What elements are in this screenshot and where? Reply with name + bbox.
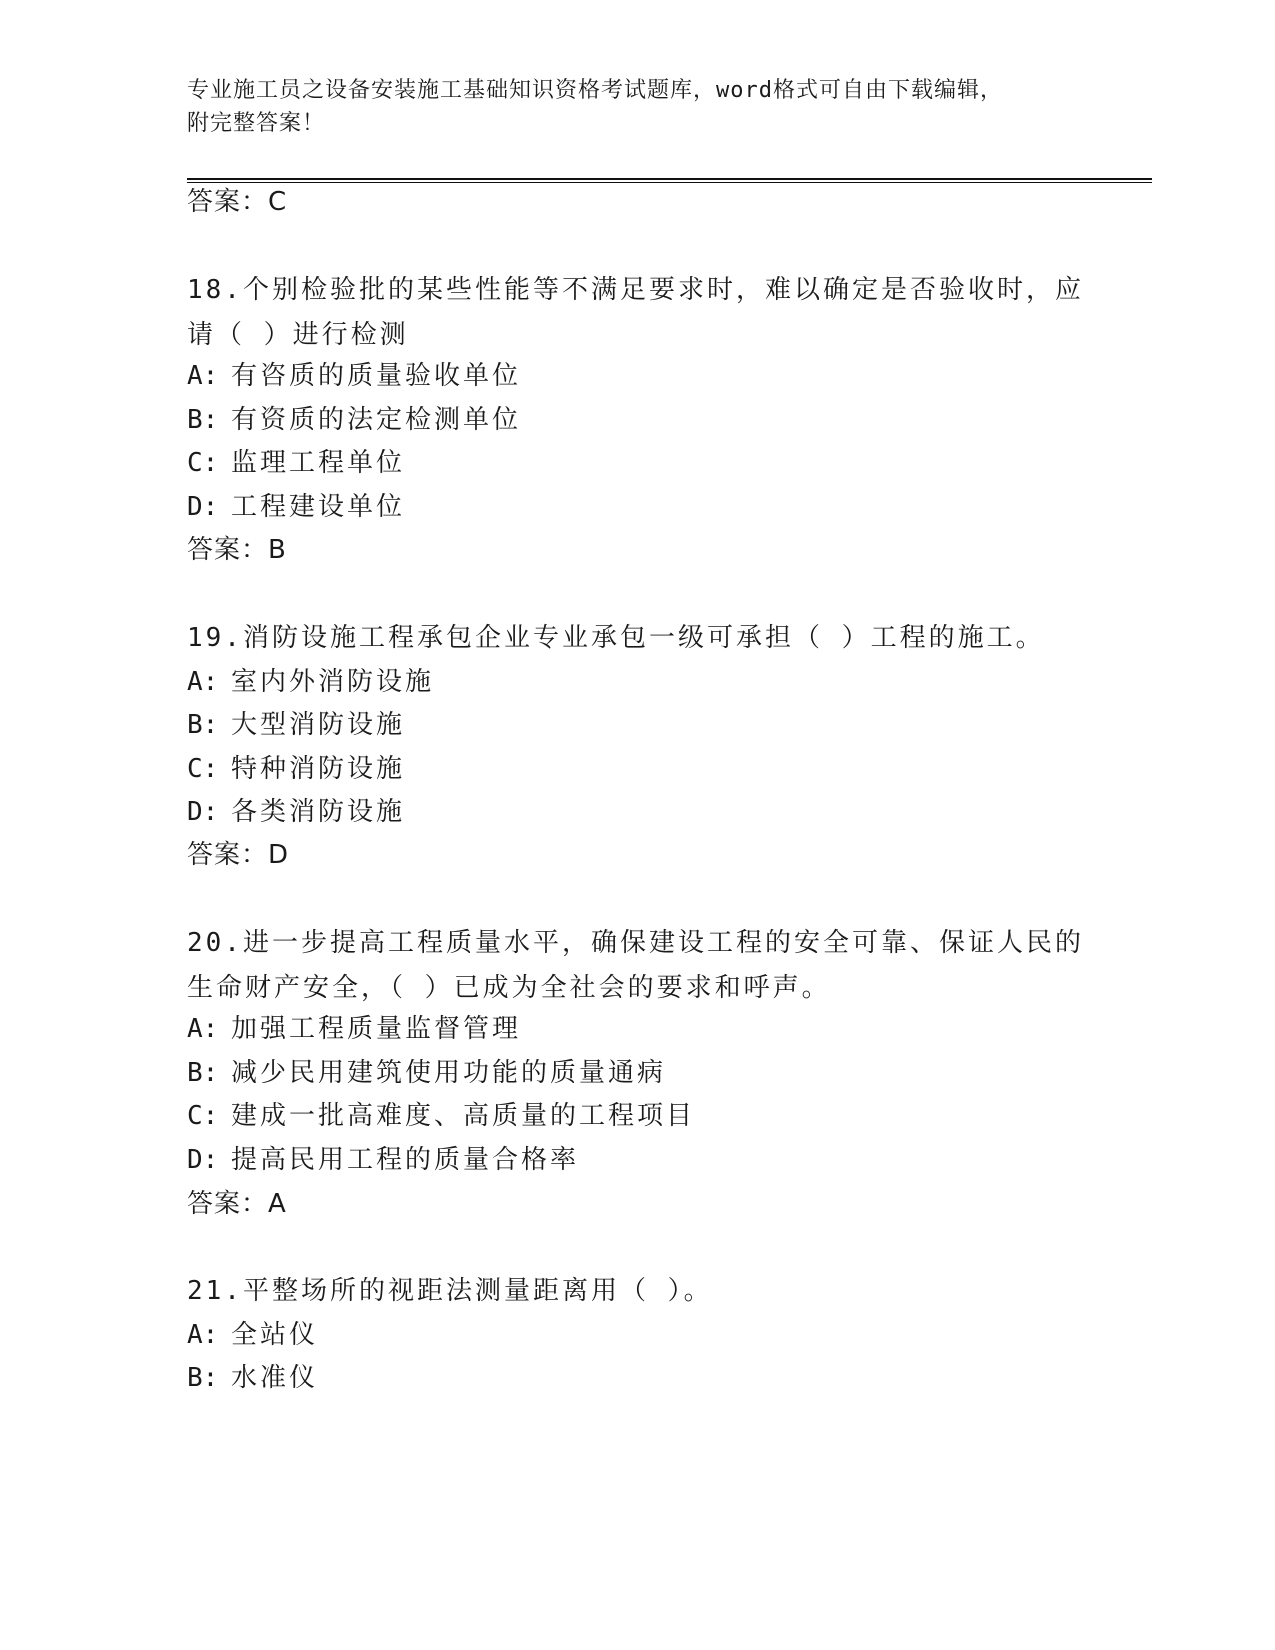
option-text: 提高民用工程的质量合格率	[231, 1145, 580, 1175]
option-text: 监理工程单位	[231, 448, 406, 478]
document-header	[187, 74, 1087, 140]
header-line-2: 附完整答案！	[187, 111, 326, 136]
option-letter: B:	[187, 1058, 219, 1088]
question-18	[187, 268, 1087, 358]
question-18-option-b	[187, 404, 521, 436]
question-20	[187, 921, 1087, 1011]
question-19-option-c	[187, 753, 405, 785]
question-19-option-a	[187, 666, 434, 698]
option-letter: C:	[187, 754, 219, 784]
question-21-option-b	[187, 1362, 318, 1394]
option-letter: B:	[187, 405, 219, 435]
header-divider	[187, 178, 1152, 180]
option-text: 建成一批高难度、高质量的工程项目	[231, 1101, 696, 1131]
option-text: 全站仪	[231, 1320, 319, 1350]
header-line-1: 专业施工员之设备安装施工基础知识资格考试题库，word格式可自由下载编辑，	[187, 78, 1003, 103]
question-18-line-1: 18.个别检验批的某些性能等不满足要求时，难以确定是否验收时，应	[187, 275, 1084, 305]
option-text: 加强工程质量监督管理	[231, 1014, 522, 1044]
header-divider-thin	[187, 182, 1152, 183]
question-19-option-b	[187, 709, 405, 741]
answer-prev: 答案：C	[187, 187, 288, 217]
option-text: 特种消防设施	[231, 754, 406, 784]
question-19-option-d	[187, 796, 405, 828]
question-20-answer: 答案：A	[187, 1189, 287, 1219]
option-letter: A:	[187, 361, 219, 391]
option-text: 工程建设单位	[231, 492, 406, 522]
question-20-option-b	[187, 1057, 666, 1089]
question-20-option-c	[187, 1100, 695, 1132]
question-18-option-a	[187, 360, 521, 392]
question-21-line-1: 21.平整场所的视距法测量距离用（ ）。	[187, 1276, 713, 1306]
option-letter: A:	[187, 667, 219, 697]
question-19-answer: 答案：D	[187, 840, 290, 870]
question-18-option-d	[187, 491, 405, 523]
option-letter: A:	[187, 1014, 219, 1044]
question-18-option-c	[187, 447, 405, 479]
option-letter: D:	[187, 492, 219, 522]
option-letter: C:	[187, 448, 219, 478]
option-text: 有咨质的质量验收单位	[231, 361, 522, 391]
option-text: 水准仪	[231, 1363, 319, 1393]
option-text: 各类消防设施	[231, 797, 406, 827]
option-letter: D:	[187, 797, 219, 827]
question-18-line-2: 请（ ）进行检测	[187, 320, 409, 350]
question-20-option-a	[187, 1013, 521, 1045]
option-text: 有资质的法定检测单位	[231, 405, 522, 435]
question-21-option-a	[187, 1319, 318, 1351]
option-text: 减少民用建筑使用功能的质量通病	[231, 1058, 667, 1088]
question-20-option-d	[187, 1144, 579, 1176]
question-21	[187, 1269, 1087, 1314]
option-letter: B:	[187, 710, 219, 740]
question-20-line-1: 20.进一步提高工程质量水平，确保建设工程的安全可靠、保证人民的	[187, 928, 1084, 958]
question-19-line-1: 19.消防设施工程承包企业专业承包一级可承担（ ）工程的施工。	[187, 623, 1045, 653]
question-19	[187, 616, 1087, 661]
option-letter: B:	[187, 1363, 219, 1393]
option-letter: C:	[187, 1101, 219, 1131]
question-18-answer: 答案：B	[187, 535, 287, 565]
option-letter: A:	[187, 1320, 219, 1350]
option-text: 室内外消防设施	[231, 667, 435, 697]
question-20-line-2: 生命财产安全，（ ）已成为全社会的要求和呼声。	[187, 973, 831, 1003]
option-letter: D:	[187, 1145, 219, 1175]
option-text: 大型消防设施	[231, 710, 406, 740]
